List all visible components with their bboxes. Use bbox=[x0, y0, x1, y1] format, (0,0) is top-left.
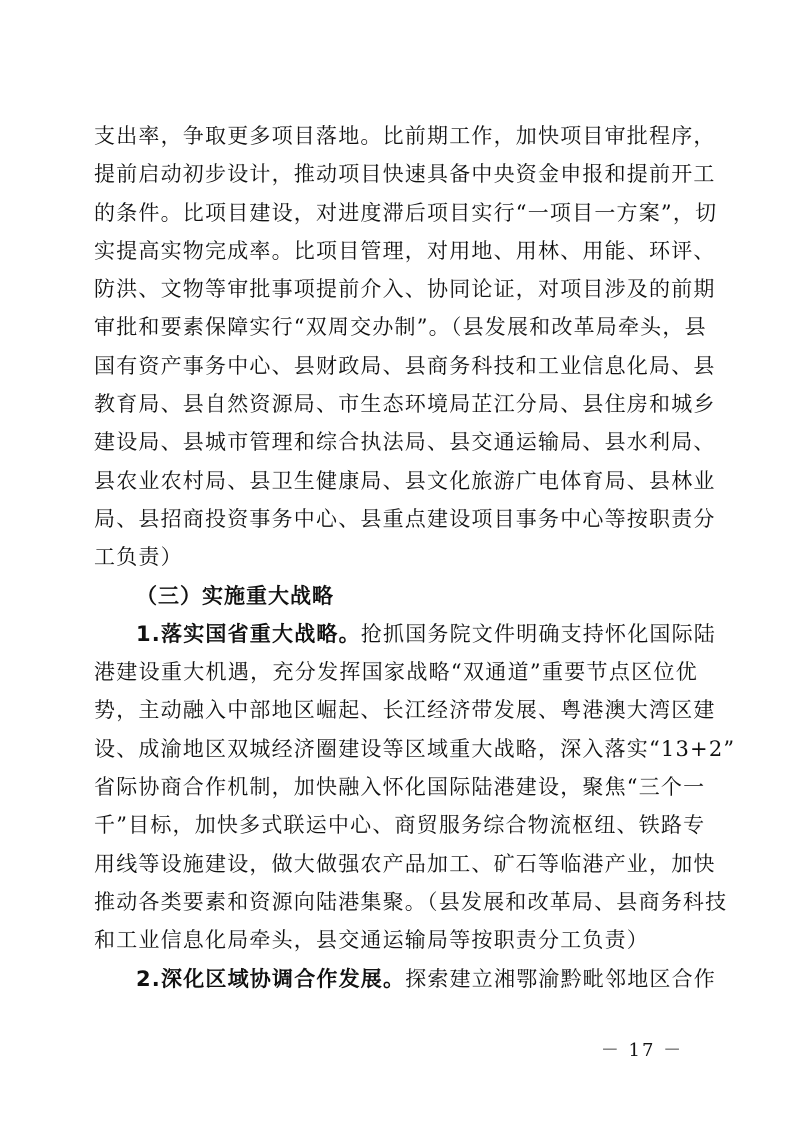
paragraph-line: 局、县招商投资事务中心、县重点建设项目事务中心等按职责分 bbox=[94, 506, 716, 531]
paragraph-line: 的条件。比项目建设，对进度滞后项目实行“一项目一方案”，切 bbox=[94, 200, 718, 225]
paragraph-line: 港建设重大机遇，充分发挥国家战略“双通道”重要节点区位优 bbox=[94, 660, 698, 685]
section-heading: （三）实施重大战略 bbox=[136, 583, 334, 608]
paragraph-line: 省际协商合作机制，加快融入怀化国际陆港建设，聚焦“三个一 bbox=[94, 775, 706, 800]
paragraph-line: 防洪、文物等审批事项提前介入、协同论证，对项目涉及的前期 bbox=[94, 277, 716, 302]
paragraph-line: 势，主动融入中部地区崛起、长江经济带发展、粤港澳大湾区建 bbox=[94, 698, 716, 723]
paragraph-line: 审批和要素保障实行“双周交办制”。（县发展和改革局牵头，县 bbox=[94, 315, 707, 340]
paragraph-line: 教育局、县自然资源局、市生态环境局芷江分局、县住房和城乡 bbox=[94, 392, 716, 417]
paragraph-line: 实提高实物完成率。比项目管理，对用地、用林、用能、环评、 bbox=[94, 238, 716, 263]
paragraph-line: 国有资产事务中心、县财政局、县商务科技和工业信息化局、县 bbox=[94, 353, 716, 378]
paragraph-line: 设、成渝地区双城经济圈建设等区域重大战略，深入落实“13+2” bbox=[94, 736, 736, 761]
item1-first-line bbox=[94, 615, 716, 653]
document-body bbox=[94, 117, 736, 998]
paragraph-line: 县农业农村局、县卫生健康局、县文化旅游广电体育局、县林业 bbox=[94, 468, 716, 493]
paragraph-line: 推动各类要素和资源向陆港集聚。（县发展和改革局、县商务科技 bbox=[94, 889, 728, 914]
paragraph-line: 建设局、县城市管理和综合执法局、县交通运输局、县水利局、 bbox=[94, 430, 716, 455]
item2-text: 探索建立湘鄂渝黔毗邻地区合作 bbox=[405, 966, 717, 991]
item1-text: 抢抓国务院文件明确支持怀化国际陆 bbox=[360, 621, 716, 646]
paragraph-line: 千”目标，加快多式联运中心、商贸服务综合物流枢纽、铁路专 bbox=[94, 813, 706, 838]
paragraph-line: 提前启动初步设计，推动项目快速具备中央资金申报和提前开工 bbox=[94, 162, 716, 187]
paragraph-line: 工负责） bbox=[94, 545, 183, 570]
paragraph-line: 和工业信息化局牵头，县交通运输局等按职责分工负责） bbox=[94, 928, 649, 953]
paragraph-line: 用线等设施建设，做大做强农产品加工、矿石等临港产业，加快 bbox=[94, 851, 716, 876]
item1-title: 1.落实国省重大战略。 bbox=[136, 621, 361, 646]
paragraph-line: 支出率，争取更多项目落地。比前期工作，加快项目审批程序， bbox=[94, 124, 716, 148]
item2-title: 2.深化区域协调合作发展。 bbox=[136, 966, 406, 991]
item2-first-line bbox=[94, 960, 717, 998]
page-number: － 17 － bbox=[600, 1040, 684, 1061]
